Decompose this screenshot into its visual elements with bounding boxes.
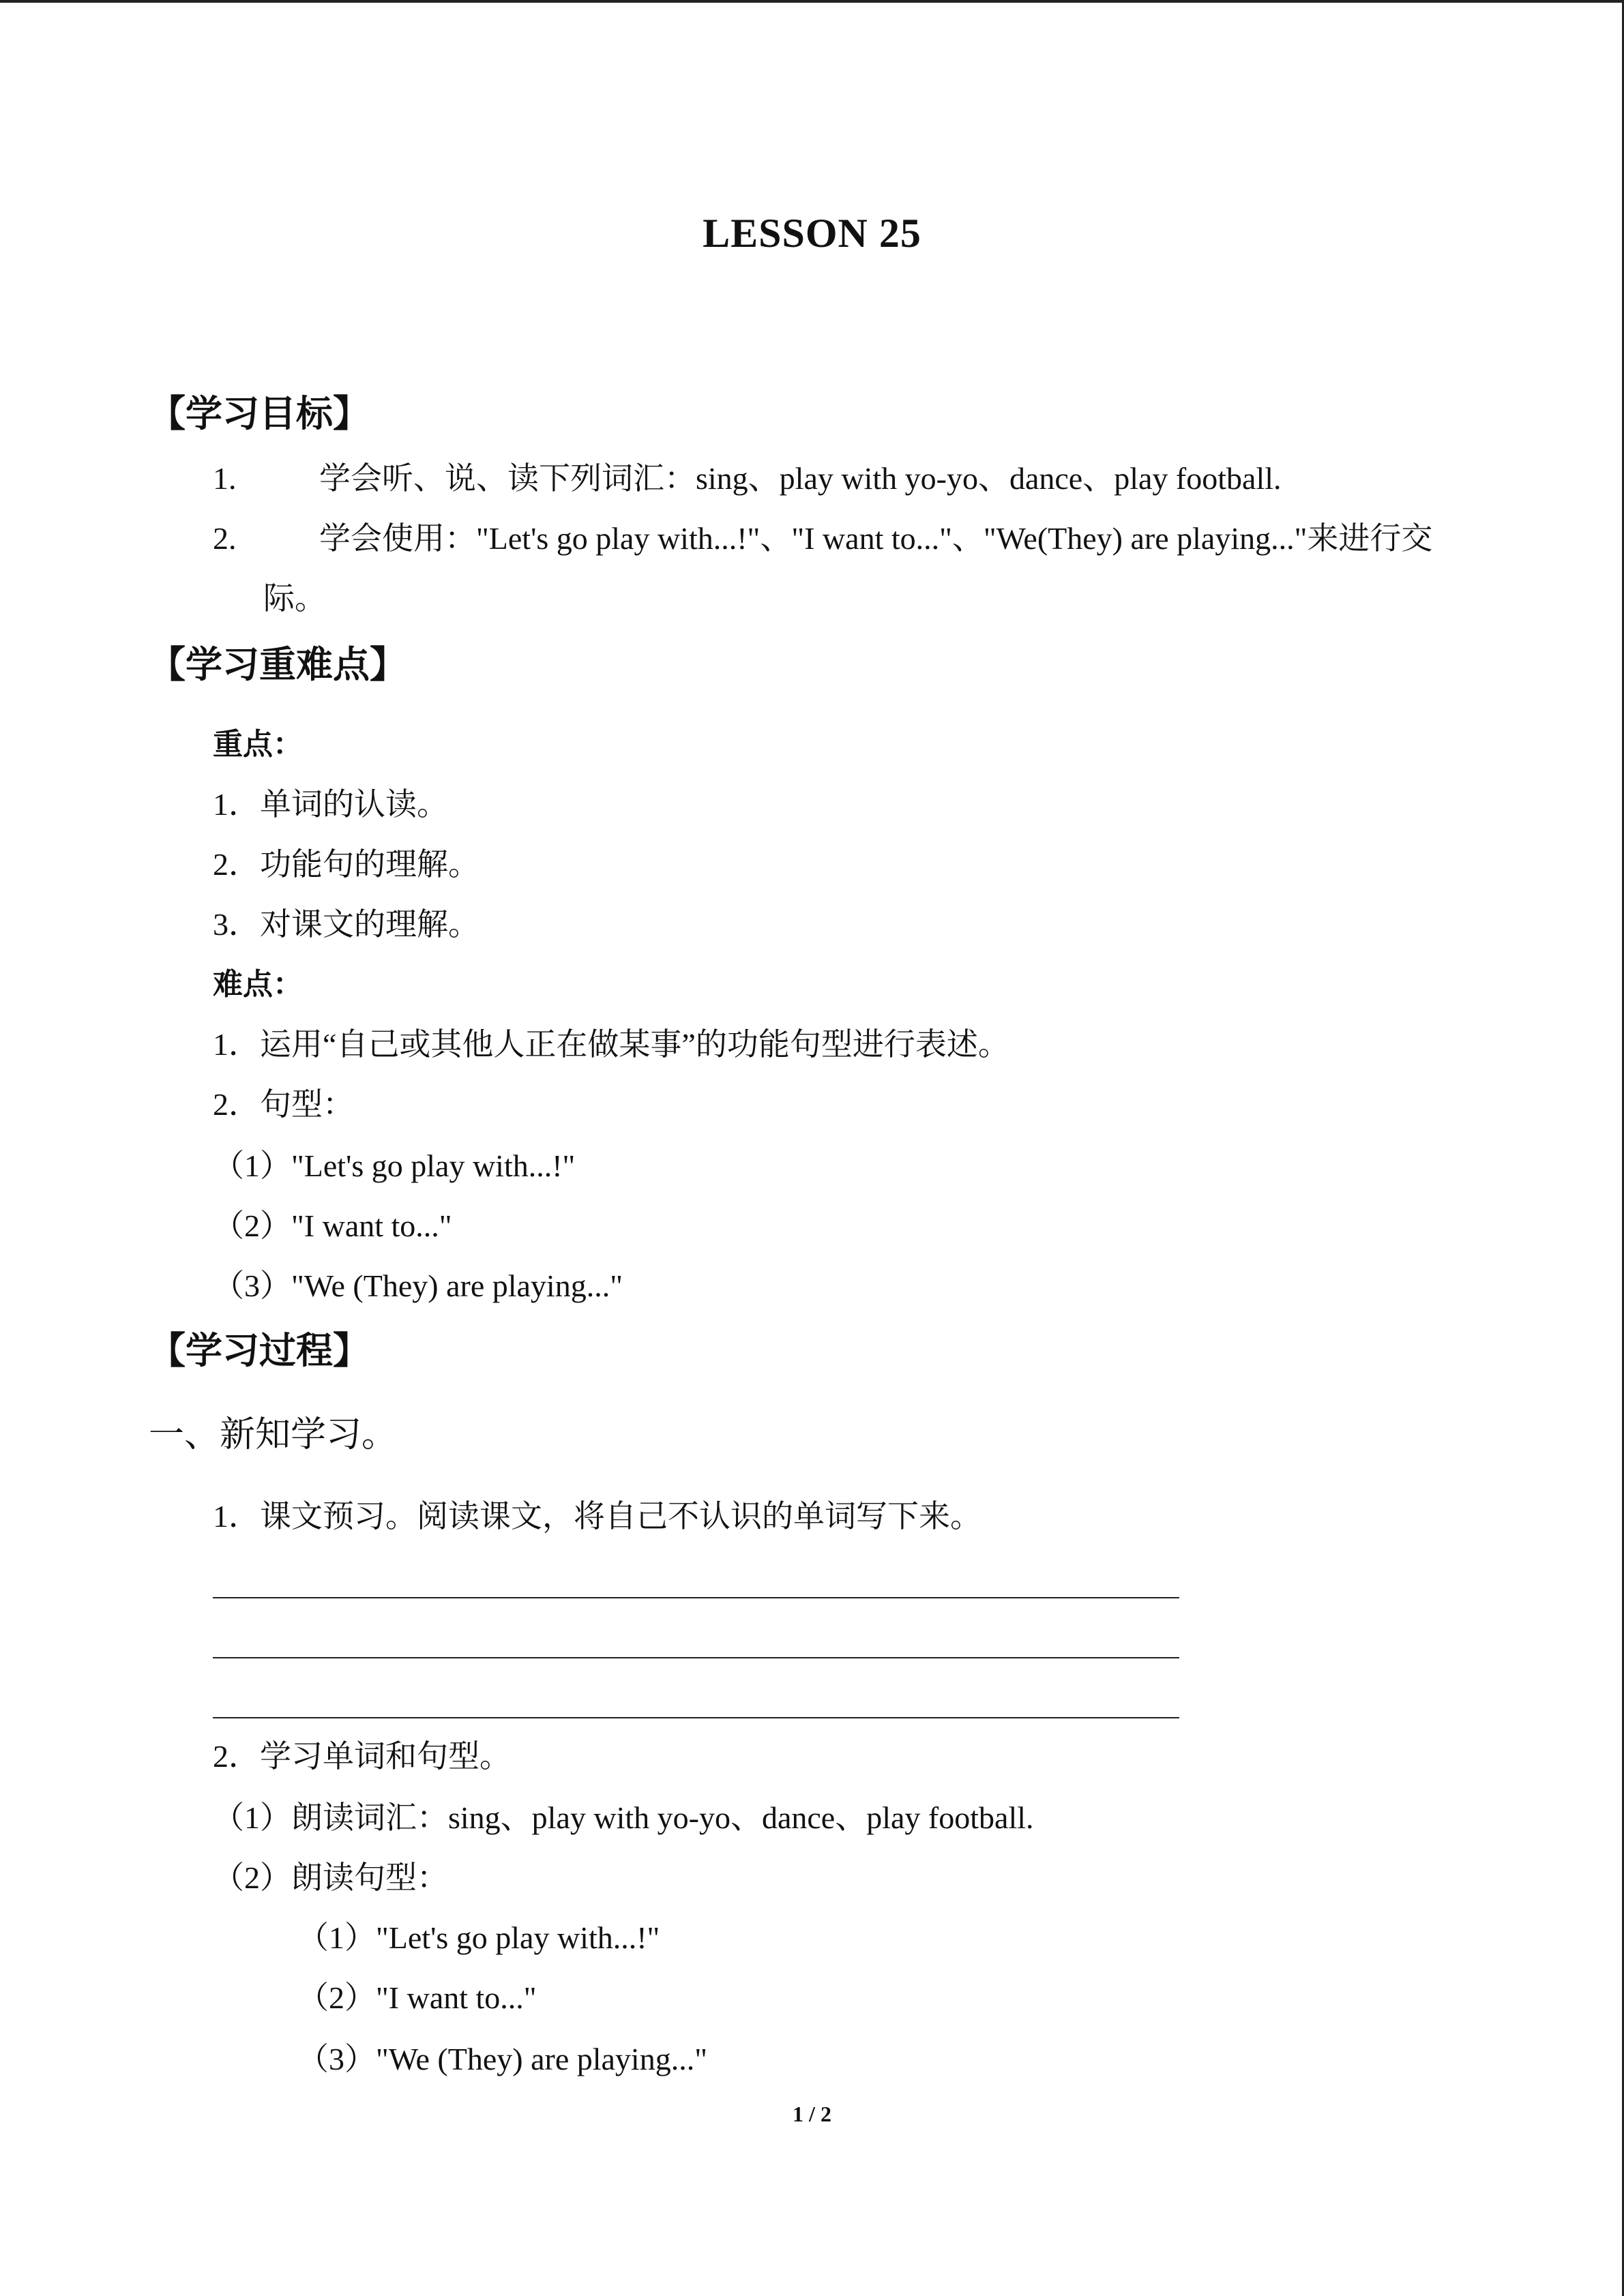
difficulty-item-1: 1．运用“自己或其他人正在做某事”的功能句型进行表述。 — [213, 1027, 1009, 1062]
step-2-patterns-label: （2）朗读句型： — [213, 1860, 448, 1895]
objective-2-text: 学会使用："Let's go play with...!"、"I want to..."、"We(They) are playing..."来进行交 — [319, 521, 1433, 556]
lesson-title: LESSON 25 — [703, 211, 921, 256]
objective-1-number: 1. — [213, 461, 237, 496]
objective-1-text: 学会听、说、读下列词汇：sing、play with yo-yo、dance、play football. — [319, 461, 1282, 496]
step-2: 2．学习单词和句型。 — [213, 1739, 511, 1774]
section-one-title: 一、新知学习。 — [149, 1416, 398, 1455]
focus-item-1: 1．单词的认读。 — [213, 787, 448, 822]
step-1: 1．课文预习。阅读课文，将自己不认识的单词写下来。 — [213, 1499, 981, 1534]
step-2-pattern-1: （1）"Let's go play with...!" — [297, 1920, 660, 1955]
page-number: 1 / 2 — [793, 2102, 831, 2126]
step-2-vocabulary: （1）朗读词汇：sing、play with yo-yo、dance、play football. — [213, 1800, 1034, 1835]
pattern-1: （1）"Let's go play with...!" — [213, 1148, 576, 1183]
pattern-3: （3）"We (They) are playing..." — [213, 1268, 623, 1303]
difficulty-label: 难点： — [213, 967, 303, 1002]
key-points-heading: 【学习重难点】 — [149, 643, 407, 686]
focus-label: 重点： — [213, 727, 303, 762]
process-heading: 【学习过程】 — [149, 1329, 370, 1372]
objective-2-number: 2. — [213, 521, 237, 556]
top-border — [0, 0, 1624, 3]
answer-line-2 — [213, 1657, 1179, 1658]
difficulty-item-2: 2．句型： — [213, 1087, 354, 1122]
step-2-pattern-2: （2）"I want to..." — [297, 1980, 537, 2015]
step-2-pattern-3: （3）"We (They) are playing..." — [297, 2042, 707, 2076]
answer-line-3 — [213, 1717, 1179, 1718]
objective-2-continuation: 际。 — [263, 581, 326, 616]
pattern-2: （2）"I want to..." — [213, 1208, 452, 1243]
focus-item-2: 2．功能句的理解。 — [213, 847, 479, 882]
focus-item-3: 3．对课文的理解。 — [213, 907, 479, 942]
answer-line-1 — [213, 1597, 1179, 1598]
objectives-heading: 【学习目标】 — [149, 392, 370, 435]
